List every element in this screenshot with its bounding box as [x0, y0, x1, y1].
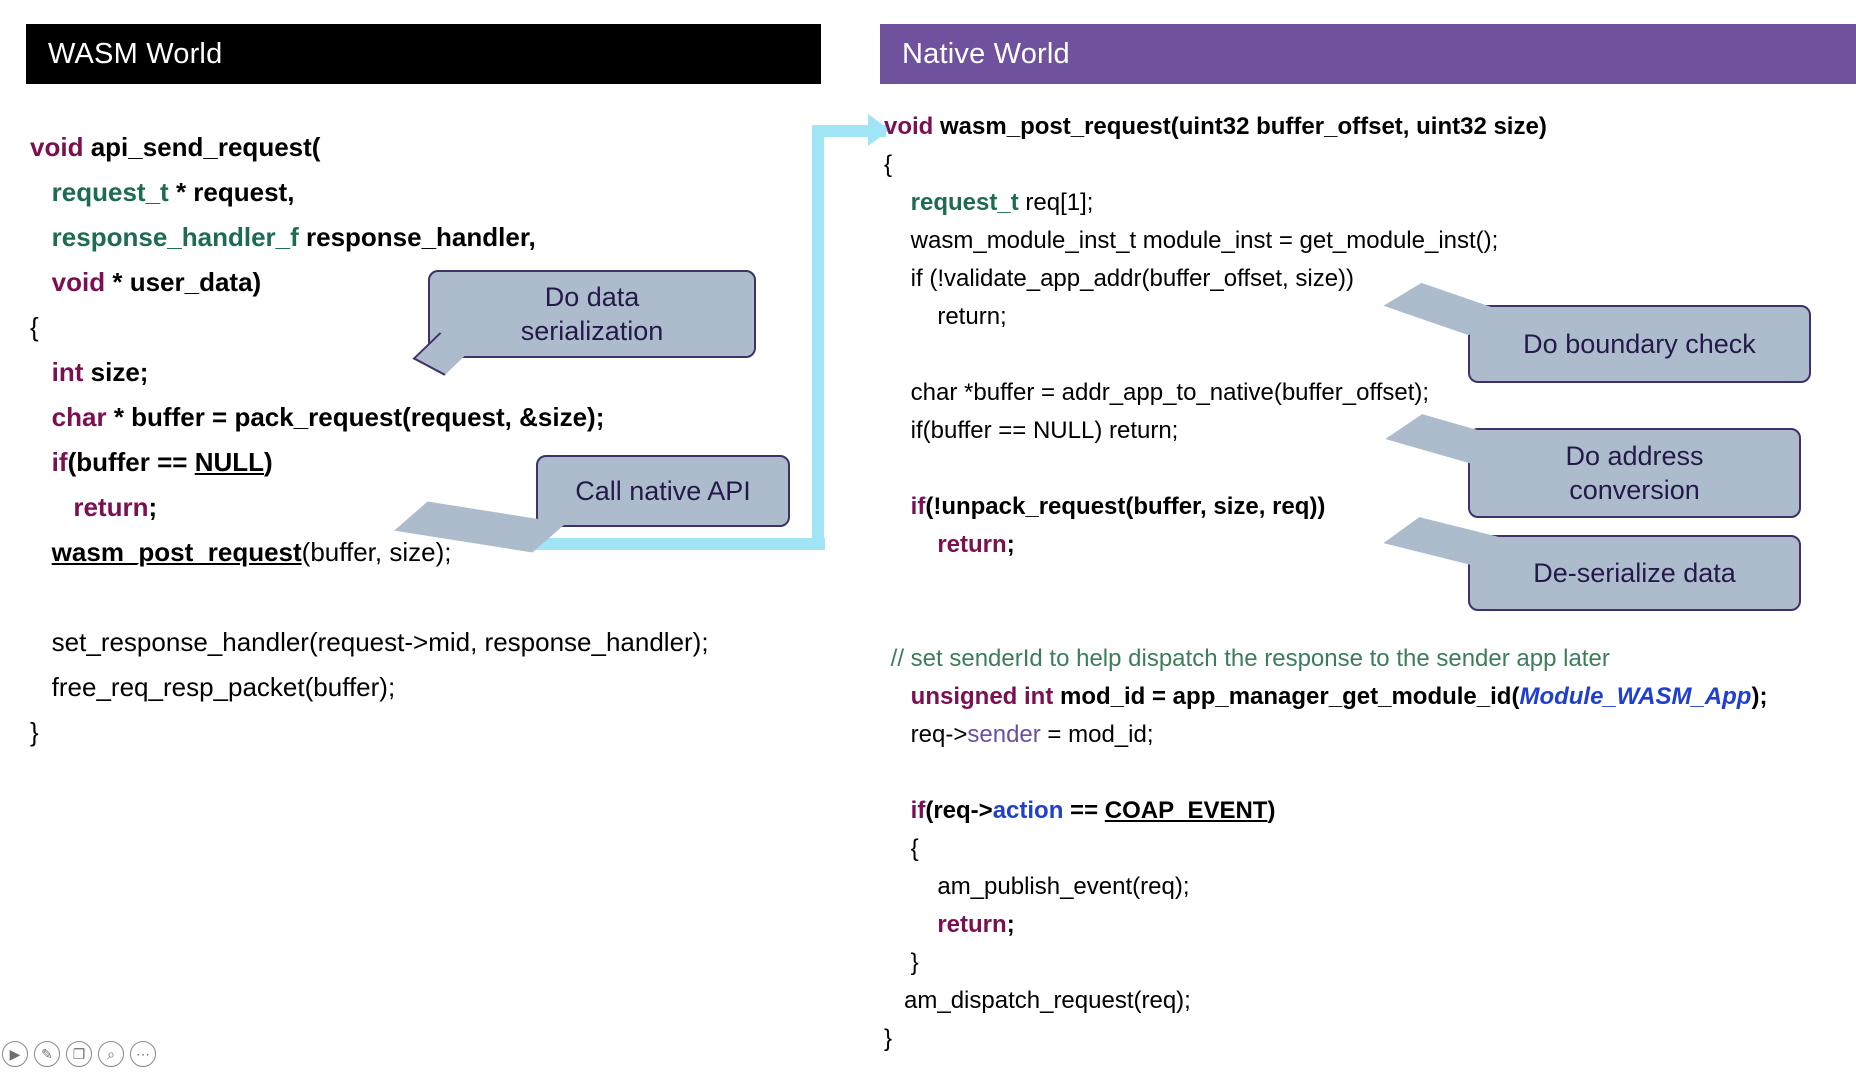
presentation-toolbar[interactable]	[0, 1041, 156, 1067]
connector-vertical-left	[812, 125, 824, 550]
wasm-code-block: void api_send_request( request_t * request, response_handler_f response_handler, void * user_data) { int size; char * buffer = pack_request(request, &size); if(buffer == NULL) return; wasm_post_request(buffer, size); set_response_handler(request->mid, response_handler); free_req_resp_packet(buffer); }	[30, 132, 709, 747]
callout-de-serialize-data	[1468, 535, 1801, 611]
callout-do-boundary-check	[1468, 305, 1811, 383]
more-icon[interactable]	[130, 1041, 156, 1067]
slides-icon-glyph: ❐	[72, 1045, 86, 1062]
zoom-icon-glyph: ⌕	[107, 1045, 115, 1062]
native-world-title: Native World	[902, 37, 1070, 70]
more-icon-glyph: ⋯	[136, 1045, 150, 1062]
native-world-header	[880, 24, 1856, 84]
callout-call-native-api	[536, 455, 790, 527]
native-code-block: void wasm_post_request(uint32 buffer_offset, uint32 size) { request_t req[1]; wasm_module_inst_t module_inst = get_module_inst(); if (!validate_app_addr(buffer_offset, size)) return; char *buffer = addr_app_to_native(buffer_offset); if(buffer == NULL) return; if(!unpack_request(buffer, size, req)) return; // set senderId to help dispatch the response to the sender app later unsigned int mod_id = app_manager_get_module_id(Module_WASM_App); req->sender = mod_id; if(req->action == COAP_EVENT) { am_publish_event(req); return; } am_dispatch_request(req); }	[884, 113, 1768, 1052]
play-icon-glyph: ▶	[9, 1045, 21, 1062]
callout-serialize-text	[521, 280, 664, 348]
pen-icon[interactable]	[34, 1041, 60, 1067]
callout-callapi-text: Call native API	[575, 476, 751, 506]
callout-address-text	[1565, 439, 1703, 507]
callout-do-data-serialization	[428, 270, 756, 358]
callout-do-address-conversion	[1468, 428, 1801, 518]
callout-serialize-line2: serialization	[520, 316, 664, 346]
wasm-world-title: WASM World	[48, 37, 223, 70]
play-icon[interactable]	[2, 1041, 28, 1067]
callout-address-line1: Do address	[1565, 441, 1704, 471]
pen-icon-glyph: ✎	[41, 1045, 53, 1062]
callout-address-line2: conversion	[1569, 475, 1700, 505]
callout-deser-text: De-serialize data	[1533, 558, 1736, 588]
callout-serialize-line1: Do data	[544, 282, 640, 312]
wasm-world-header	[26, 24, 821, 84]
slides-icon[interactable]	[66, 1041, 92, 1067]
zoom-icon[interactable]	[98, 1041, 124, 1067]
callout-boundary-text: Do boundary check	[1523, 329, 1756, 359]
